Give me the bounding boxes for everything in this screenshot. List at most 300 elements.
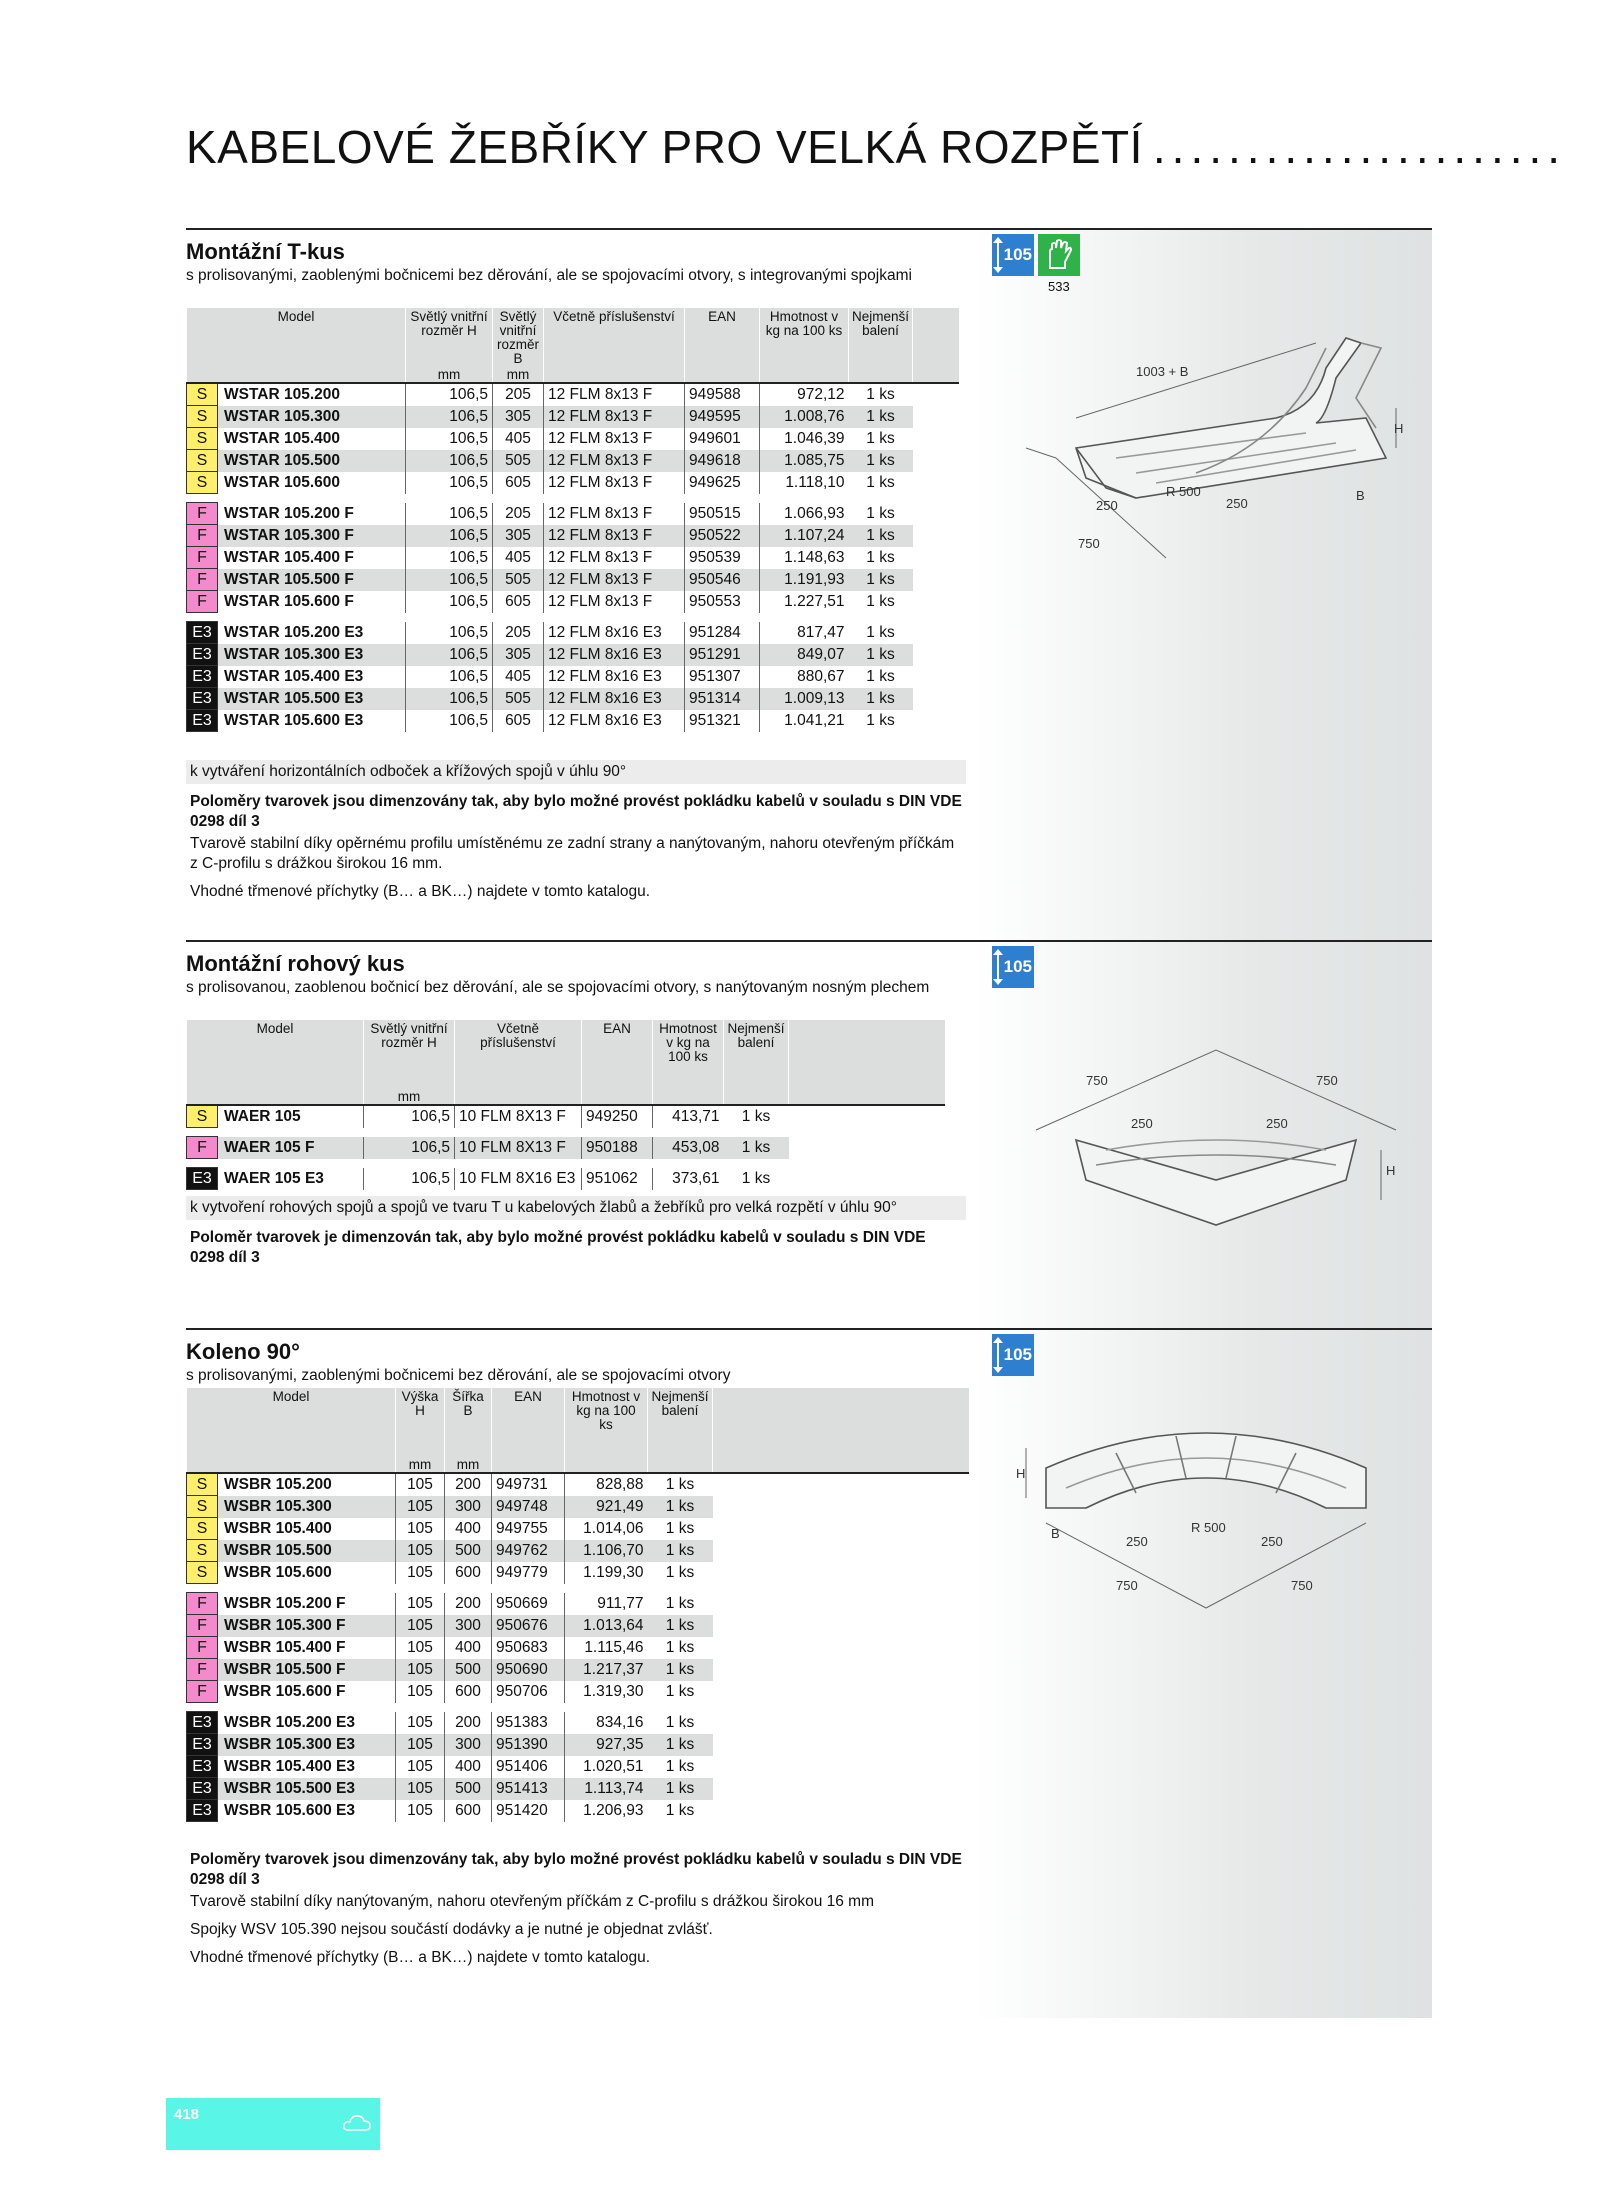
ean-cell: 950188 — [582, 1137, 653, 1159]
accessory-cell: 10 FLM 8X13 F — [455, 1105, 582, 1128]
section-subtitle: s prolisovanou, zaoblenou bočnicí bez děrování, ale se spojovacími otvory, s nanýtovaným nosným plechem — [186, 979, 930, 996]
model-cell: WSBR 105.500 — [218, 1540, 396, 1562]
model-cell: WSTAR 105.600 E3 — [224, 712, 364, 729]
finish-badge: S — [187, 450, 218, 472]
b-cell: 200 — [445, 1712, 492, 1734]
col-b-label: Světlý vnitřní rozměr B — [496, 309, 539, 366]
b-cell: 600 — [445, 1681, 492, 1703]
ean-cell: 951314 — [685, 688, 760, 710]
h-cell: 106,5 — [406, 406, 493, 428]
filler-cell — [713, 1562, 970, 1584]
col-h — [364, 1020, 455, 1105]
b-cell: 300 — [445, 1734, 492, 1756]
b-cell: 400 — [445, 1518, 492, 1540]
weight-cell: 972,12 — [760, 383, 849, 406]
note-clamps: Vhodné třmenové příchytky (B… a BK…) najdete v tomto katalogu. — [190, 883, 651, 900]
section-subtitle: s prolisovanými, zaoblenými bočnicemi bez děrování, ale se spojovacími otvory — [186, 1367, 731, 1384]
h-cell: 105 — [396, 1562, 445, 1584]
dim-r: R 500 — [1191, 1520, 1226, 1535]
table-row — [187, 406, 960, 428]
finish-badge: S — [187, 383, 218, 406]
model-cell: WSBR 105.400 — [224, 1520, 332, 1537]
filler-cell — [713, 1593, 970, 1615]
icon-label: 105 — [1003, 245, 1032, 264]
pack-cell: 1 ks — [866, 430, 895, 447]
b-cell: 500 — [445, 1540, 492, 1562]
ean-cell: 949601 — [685, 428, 760, 450]
finish-badge: F — [187, 591, 218, 613]
table-row — [187, 1137, 946, 1159]
page-number: 418 — [174, 2106, 200, 2123]
accessory-cell: 12 FLM 8x13 F — [544, 472, 685, 494]
pack-cell: 1 ks — [648, 1734, 713, 1756]
roh-drawing — [1016, 1030, 1416, 1270]
finish-badge: S — [187, 1540, 218, 1562]
finish-badge: F — [187, 525, 218, 547]
pack-cell: 1 ks — [866, 712, 895, 729]
table-row — [187, 547, 960, 569]
group-gap — [187, 1703, 970, 1712]
pack-cell: 1 ks — [866, 668, 895, 685]
table-row — [187, 1496, 970, 1518]
col-h — [396, 1388, 445, 1473]
b-cell: 305 — [493, 644, 544, 666]
table-row — [187, 1637, 970, 1659]
table-row — [187, 1712, 970, 1734]
weight-cell: 880,67 — [760, 666, 849, 688]
h-cell: 106,5 — [364, 1105, 455, 1128]
pack-cell: 1 ks — [648, 1659, 713, 1681]
pack-cell: 1 ks — [849, 569, 913, 591]
ean-cell: 950553 — [685, 591, 760, 613]
h-cell: 105 — [396, 1615, 445, 1637]
ean-cell: 949779 — [492, 1562, 565, 1584]
table-row — [187, 1562, 970, 1584]
section-title: Koleno 90° — [186, 1339, 300, 1364]
filler-cell — [713, 1712, 970, 1734]
filler-cell — [913, 428, 960, 450]
finish-badge: S — [187, 1473, 218, 1496]
finish-badge: E3 — [187, 710, 218, 732]
table-row — [187, 472, 960, 494]
col-b — [445, 1388, 492, 1473]
pack-cell: 1 ks — [866, 593, 895, 610]
ean-cell: 951383 — [492, 1712, 565, 1734]
model-cell: WAER 105 E3 — [224, 1170, 324, 1187]
h-cell: 105 — [396, 1637, 445, 1659]
h-cell: 106,5 — [406, 688, 493, 710]
table-row — [187, 1615, 970, 1637]
group-gap — [187, 1128, 946, 1137]
note-couplers: Spojky WSV 105.390 nejsou součástí dodávky a je nutné je objednat zvlášť. — [190, 1921, 713, 1938]
b-cell: 605 — [493, 591, 544, 613]
ean-cell: 950683 — [492, 1637, 565, 1659]
pack-cell: 1 ks — [665, 1476, 695, 1494]
h-cell: 106,5 — [364, 1137, 455, 1159]
pack-cell: 1 ks — [724, 1137, 789, 1159]
h-cell: 106,5 — [406, 428, 493, 450]
ean-cell: 949731 — [492, 1473, 565, 1496]
dim-h: H — [1386, 1163, 1396, 1178]
finish-badge: S — [187, 1562, 218, 1584]
section-roh — [186, 940, 1432, 1328]
col-b — [493, 308, 544, 383]
b-cell: 400 — [445, 1756, 492, 1778]
group-gap — [187, 1159, 946, 1168]
col-model: Model — [187, 1020, 364, 1105]
b-cell: 605 — [493, 710, 544, 732]
accessory-cell: 10 FLM 8X16 E3 — [455, 1168, 582, 1190]
weight-cell: 413,71 — [653, 1105, 724, 1128]
ean-cell: 950706 — [492, 1681, 565, 1703]
model-cell: WSTAR 105.300 F — [218, 525, 406, 547]
h-cell: 106,5 — [406, 525, 493, 547]
finish-badge: S — [187, 1105, 218, 1128]
ean-cell: 949762 — [492, 1540, 565, 1562]
weight-cell: 1.014,06 — [565, 1518, 648, 1540]
note-usage: k vytvoření rohových spojů a spojů ve tvaru T u kabelových žlabů a žebříků pro velká rozpětí v úhlu 90° — [186, 1196, 966, 1220]
table-row — [187, 1518, 970, 1540]
weight-cell: 373,61 — [653, 1168, 724, 1190]
accessory-cell: 12 FLM 8x16 E3 — [544, 710, 685, 732]
ean-cell: 949625 — [685, 472, 760, 494]
title-dots: ...................... — [1152, 121, 1567, 173]
finish-badge: F — [187, 1681, 218, 1703]
h-cell: 106,5 — [406, 644, 493, 666]
finish-badge: S — [187, 1496, 218, 1518]
weight-cell: 1.206,93 — [565, 1800, 648, 1822]
ean-cell: 950676 — [492, 1615, 565, 1637]
ean-cell: 951321 — [685, 710, 760, 732]
pack-cell: 1 ks — [849, 450, 913, 472]
weight-cell: 921,49 — [565, 1496, 648, 1518]
ean-cell: 950669 — [492, 1593, 565, 1615]
h-cell: 106,5 — [406, 622, 493, 644]
accessory-cell: 12 FLM 8x13 F — [544, 569, 685, 591]
col-h-label: Výška H — [401, 1389, 439, 1418]
section-header — [186, 238, 966, 286]
filler-cell — [713, 1637, 970, 1659]
filler-cell — [789, 1105, 946, 1128]
dim-750b: 750 — [1291, 1578, 1313, 1593]
model-cell: WSTAR 105.600 F — [224, 593, 354, 610]
group-gap — [187, 1584, 970, 1593]
finish-badge: E3 — [187, 1800, 218, 1822]
model-cell: WSBR 105.300 E3 — [218, 1734, 396, 1756]
col-empty — [913, 308, 960, 383]
table-row — [187, 503, 960, 525]
weight-cell: 1.085,75 — [760, 450, 849, 472]
ean-cell: 950539 — [685, 547, 760, 569]
finish-badge: E3 — [187, 644, 218, 666]
h-cell: 105 — [396, 1681, 445, 1703]
notes-roh — [186, 1196, 966, 1268]
accessory-cell: 12 FLM 8x16 E3 — [544, 666, 685, 688]
col-h-label: Světlý vnitřní rozměr H — [410, 309, 488, 338]
accessory-cell: 12 FLM 8x13 F — [544, 525, 685, 547]
weight-cell: 1.066,93 — [760, 503, 849, 525]
filler-cell — [913, 472, 960, 494]
model-cell: WSBR 105.300 — [218, 1496, 396, 1518]
pack-cell: 1 ks — [665, 1714, 695, 1731]
dim-top: 1003 + B — [1136, 364, 1189, 379]
model-cell: WSBR 105.400 E3 — [224, 1758, 355, 1775]
table-row — [187, 383, 960, 406]
filler-cell — [713, 1659, 970, 1681]
h-cell: 105 — [396, 1800, 445, 1822]
table-row — [187, 1593, 970, 1615]
table-row — [187, 644, 960, 666]
ean-cell: 949618 — [685, 450, 760, 472]
accessory-cell: 12 FLM 8x16 E3 — [544, 644, 685, 666]
notes-koleno — [186, 1850, 966, 1976]
col-h — [406, 308, 493, 383]
weight-cell: 1.013,64 — [565, 1615, 648, 1637]
b-cell: 305 — [493, 406, 544, 428]
model-cell: WSTAR 105.300 E3 — [218, 644, 406, 666]
finish-badge: F — [187, 547, 218, 569]
page-title-text: KABELOVÉ ŽEBŘÍKY PRO VELKÁ ROZPĚTÍ — [186, 121, 1143, 173]
col-weight: Hmotnost v kg na 100 ks — [653, 1020, 724, 1105]
col-h-unit: mm — [437, 367, 461, 382]
b-cell: 500 — [445, 1659, 492, 1681]
model-cell: WSTAR 105.400 — [224, 430, 341, 447]
dim-250a: 250 — [1131, 1116, 1153, 1131]
weight-cell: 849,07 — [760, 644, 849, 666]
col-ean: EAN — [492, 1388, 565, 1473]
accessory-cell: 12 FLM 8x13 F — [544, 383, 685, 406]
finish-badge: F — [187, 1137, 218, 1159]
weight-cell: 453,08 — [653, 1137, 724, 1159]
model-cell: WSTAR 105.200 E3 — [224, 624, 364, 641]
table-row — [187, 1681, 970, 1703]
pack-cell: 1 ks — [849, 688, 913, 710]
filler-cell — [713, 1615, 970, 1637]
dim-b: B — [1356, 488, 1365, 503]
b-cell: 300 — [445, 1615, 492, 1637]
h-cell: 106,5 — [406, 450, 493, 472]
weight-cell: 1.191,93 — [760, 569, 849, 591]
table-row — [187, 569, 960, 591]
pack-cell: 1 ks — [665, 1802, 695, 1819]
pack-cell: 1 ks — [866, 386, 895, 404]
b-cell: 205 — [493, 622, 544, 644]
accessory-cell: 12 FLM 8x13 F — [544, 450, 685, 472]
accessory-cell: 12 FLM 8x13 F — [544, 547, 685, 569]
accessory-cell: 10 FLM 8X13 F — [455, 1137, 582, 1159]
filler-cell — [913, 710, 960, 732]
dim-750a: 750 — [1086, 1073, 1108, 1088]
ean-cell: 950546 — [685, 569, 760, 591]
table-row — [187, 1659, 970, 1681]
weight-cell: 1.106,70 — [565, 1540, 648, 1562]
accessory-cell: 12 FLM 8x16 E3 — [544, 688, 685, 710]
dim-750: 750 — [1078, 536, 1100, 551]
col-b-label: Šířka B — [452, 1389, 484, 1418]
finish-badge: E3 — [187, 622, 218, 644]
section-title: Montážní rohový kus — [186, 951, 405, 976]
h-cell: 106,5 — [406, 547, 493, 569]
model-cell: WSTAR 105.500 F — [218, 569, 406, 591]
finish-badge: F — [187, 1593, 218, 1615]
finish-badge: S — [187, 406, 218, 428]
h-cell: 106,5 — [406, 503, 493, 525]
b-cell: 500 — [445, 1778, 492, 1800]
accessory-cell: 12 FLM 8x13 F — [544, 503, 685, 525]
pack-cell: 1 ks — [665, 1564, 695, 1581]
group-gap — [187, 494, 960, 503]
weight-cell: 1.046,39 — [760, 428, 849, 450]
filler-cell — [913, 569, 960, 591]
load-class-icon — [992, 1334, 1034, 1376]
note-stability: Tvarově stabilní díky nanýtovaným, nahoru otevřeným příčkám z C-profilu s drážkou širokou 16 mm — [190, 1893, 874, 1910]
col-pack: Nejmenší balení — [648, 1388, 713, 1473]
accessory-cell: 12 FLM 8x13 F — [544, 428, 685, 450]
b-cell: 505 — [493, 688, 544, 710]
ean-cell: 950522 — [685, 525, 760, 547]
table-row — [187, 525, 960, 547]
ean-cell: 951307 — [685, 666, 760, 688]
filler-cell — [713, 1681, 970, 1703]
model-cell: WSTAR 105.500 — [218, 450, 406, 472]
dim-750b: 750 — [1316, 1073, 1338, 1088]
model-cell: WSBR 105.200 F — [224, 1595, 346, 1612]
notes-tkus — [186, 760, 966, 910]
h-cell: 106,5 — [406, 666, 493, 688]
icon-label: 105 — [1003, 1345, 1032, 1364]
b-cell: 505 — [493, 450, 544, 472]
load-class-icon — [992, 234, 1034, 276]
h-cell: 106,5 — [406, 383, 493, 406]
col-model: Model — [187, 1388, 396, 1473]
weight-cell: 911,77 — [565, 1593, 648, 1615]
product-table-roh — [186, 1020, 945, 1190]
b-cell: 205 — [493, 503, 544, 525]
table-row — [187, 622, 960, 644]
ean-cell: 949250 — [582, 1105, 653, 1128]
h-cell: 105 — [396, 1593, 445, 1615]
pack-cell: 1 ks — [648, 1778, 713, 1800]
table-row — [187, 710, 960, 732]
table-row — [187, 666, 960, 688]
ean-cell: 949755 — [492, 1518, 565, 1540]
section-subtitle: s prolisovanými, zaoblenými bočnicemi bez děrování, ale se spojovacími otvory, s integrovanými spojkami — [186, 267, 912, 284]
table-row — [187, 450, 960, 472]
col-empty — [713, 1388, 970, 1473]
model-cell: WSTAR 105.600 — [224, 474, 341, 491]
h-cell: 106,5 — [364, 1168, 455, 1190]
dim-h: H — [1394, 421, 1404, 436]
col-pack: Nejmenší balení — [724, 1020, 789, 1105]
filler-cell — [713, 1734, 970, 1756]
col-b-unit: mm — [506, 367, 530, 382]
pack-cell: 1 ks — [866, 624, 895, 641]
weight-cell: 1.227,51 — [760, 591, 849, 613]
table-row — [187, 1778, 970, 1800]
icon-label: 105 — [1003, 957, 1032, 976]
model-cell: WSBR 105.300 F — [218, 1615, 396, 1637]
col-weight: Hmotnost v kg na 100 ks — [760, 308, 849, 383]
model-cell: WSTAR 105.200 F — [224, 505, 354, 522]
table-row — [187, 1105, 946, 1128]
model-cell: WAER 105 — [224, 1108, 301, 1126]
pack-cell: 1 ks — [866, 474, 895, 491]
col-h-unit: mm — [397, 1089, 421, 1104]
table-row — [187, 1473, 970, 1496]
model-cell: WSBR 105.600 — [224, 1564, 332, 1581]
b-cell: 405 — [493, 428, 544, 450]
section-koleno — [186, 1328, 1432, 2018]
b-cell: 405 — [493, 547, 544, 569]
table-row — [187, 1168, 946, 1190]
table-row — [187, 688, 960, 710]
filler-cell — [713, 1540, 970, 1562]
note-din: Poloměr tvarovek je dimenzován tak, aby bylo možné provést pokládku kabelů v souladu s DIN VDE 0298 díl 3 — [190, 1229, 926, 1266]
filler-cell — [789, 1168, 946, 1190]
filler-cell — [713, 1518, 970, 1540]
cloud-icon — [342, 2112, 372, 2134]
b-cell: 405 — [493, 666, 544, 688]
gap-cell — [187, 613, 960, 622]
col-h-label: Světlý vnitřní rozměr H — [370, 1021, 448, 1050]
h-cell: 105 — [396, 1712, 445, 1734]
dim-250a: 250 — [1096, 498, 1118, 513]
b-cell: 600 — [445, 1800, 492, 1822]
weight-cell: 1.041,21 — [760, 710, 849, 732]
filler-cell — [713, 1800, 970, 1822]
pack-cell: 1 ks — [849, 406, 913, 428]
pack-cell: 1 ks — [741, 1170, 771, 1187]
koleno-drawing — [1006, 1408, 1406, 1648]
dim-250a: 250 — [1126, 1534, 1148, 1549]
model-cell: WSBR 105.600 F — [224, 1683, 346, 1700]
dim-250b: 250 — [1261, 1534, 1283, 1549]
pack-cell: 1 ks — [849, 525, 913, 547]
b-cell: 205 — [493, 383, 544, 406]
col-pack: Nejmenší balení — [849, 308, 913, 383]
pack-cell: 1 ks — [648, 1496, 713, 1518]
filler-cell — [913, 666, 960, 688]
model-cell: WSTAR 105.200 — [224, 386, 341, 404]
h-cell: 105 — [396, 1540, 445, 1562]
weight-cell: 1.113,74 — [565, 1778, 648, 1800]
pack-cell: 1 ks — [665, 1683, 695, 1700]
note-din: Poloměry tvarovek jsou dimenzovány tak, aby bylo možné provést pokládku kabelů v souladu s DIN VDE 0298 díl 3 — [190, 793, 962, 830]
h-cell: 105 — [396, 1756, 445, 1778]
model-cell: WSBR 105.500 F — [218, 1659, 396, 1681]
table-row — [187, 591, 960, 613]
ean-cell: 950515 — [685, 503, 760, 525]
col-acc: Včetně příslušenství — [544, 308, 685, 383]
filler-cell — [913, 503, 960, 525]
model-cell: WSBR 105.400 F — [224, 1639, 346, 1656]
finish-badge: E3 — [187, 1168, 218, 1190]
filler-cell — [913, 622, 960, 644]
dim-r: R 500 — [1166, 484, 1201, 499]
filler-cell — [713, 1756, 970, 1778]
ean-cell: 951406 — [492, 1756, 565, 1778]
finish-badge: F — [187, 503, 218, 525]
table-row — [187, 1540, 970, 1562]
col-acc: Včetně příslušenství — [455, 1020, 582, 1105]
finish-badge: F — [187, 1637, 218, 1659]
weight-cell: 1.319,30 — [565, 1681, 648, 1703]
weight-cell: 834,16 — [565, 1712, 648, 1734]
filler-cell — [713, 1496, 970, 1518]
filler-cell — [913, 547, 960, 569]
finish-badge: F — [187, 1615, 218, 1637]
filler-cell — [913, 591, 960, 613]
